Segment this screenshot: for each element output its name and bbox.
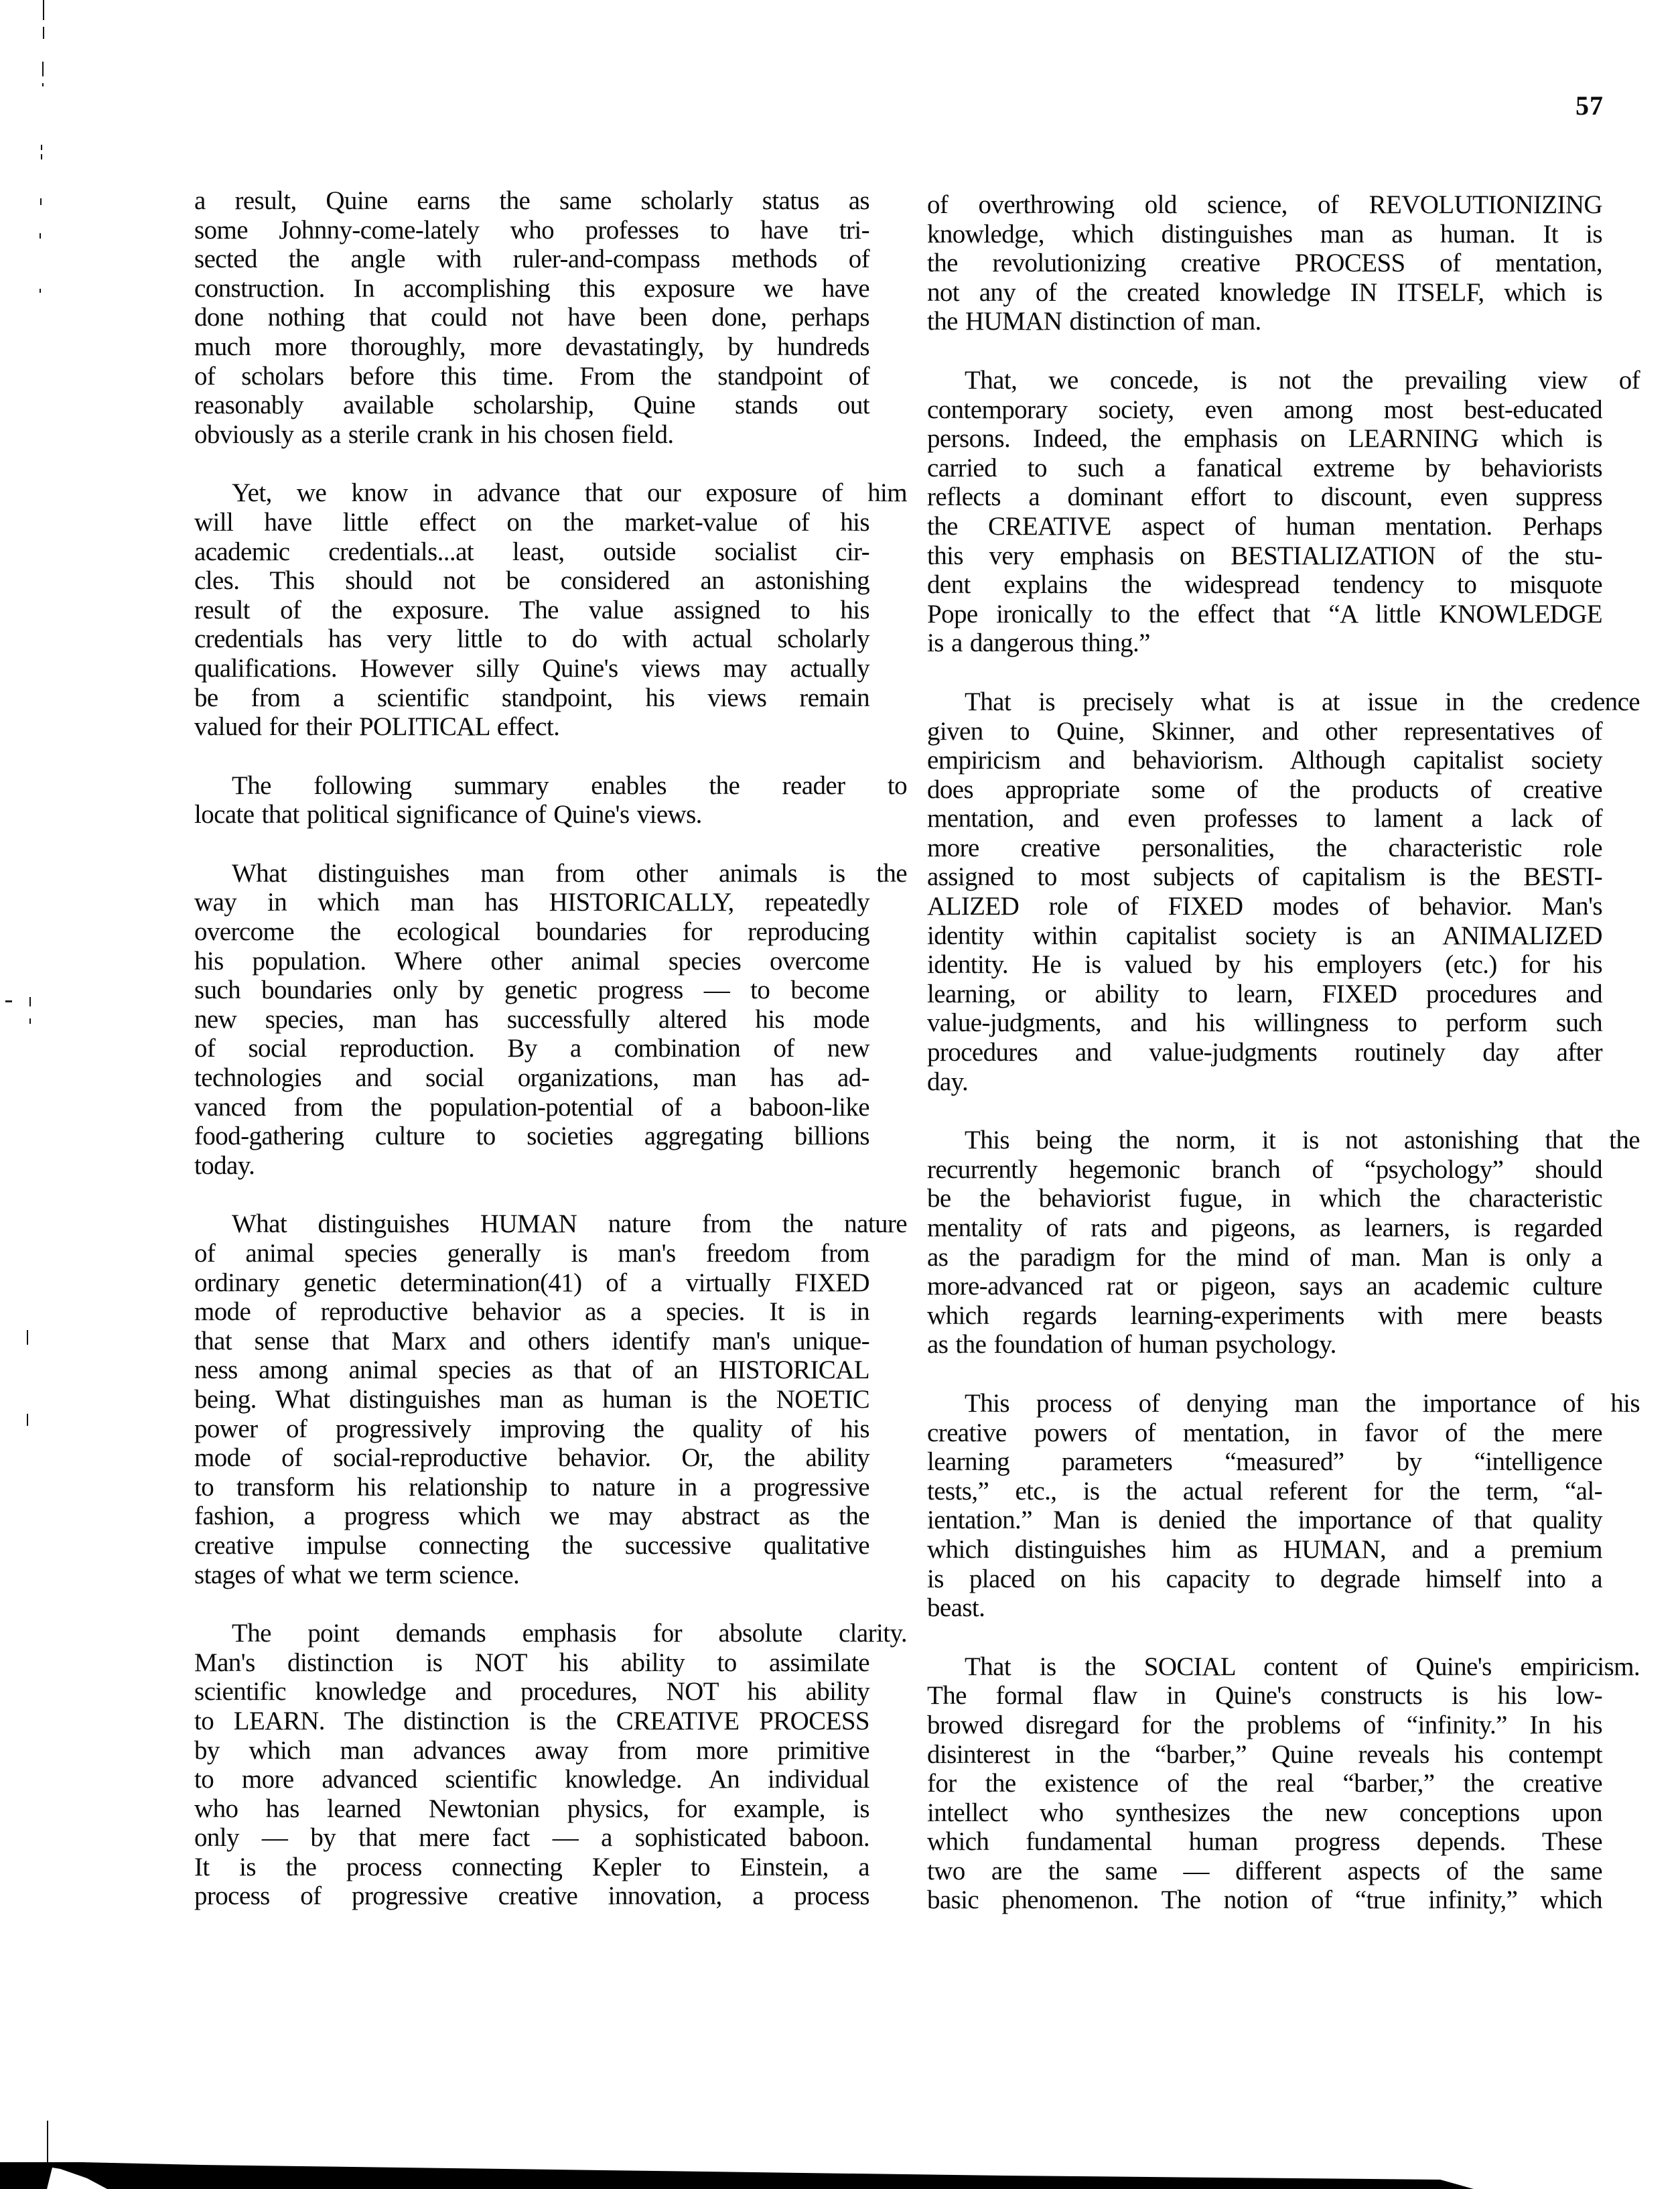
paragraph-spacer [194, 1180, 869, 1209]
text-line: What distinguishes man from other animals is the [232, 858, 907, 888]
text-line: procedures and value-judgments routinely day after [927, 1038, 1602, 1067]
text-line: learning parameters “measured” by “intelligence [927, 1447, 1602, 1477]
text-line: What distinguishes HUMAN nature from the nature [232, 1209, 907, 1239]
text-line: to more advanced scientific knowledge. An individual [194, 1765, 869, 1794]
text-line: That is the SOCIAL content of Quine's empiricism. [965, 1652, 1640, 1681]
text-line: credentials has very little to do with actual scholarly [194, 624, 869, 654]
right-column [927, 190, 1640, 1915]
text-line: much more thoroughly, more devastatingly, by hundreds [194, 332, 869, 361]
scan-artifact-mark [29, 997, 31, 1006]
text-line: more-advanced rat or pigeon, says an academic culture [927, 1272, 1602, 1301]
text-line: who has learned Newtonian physics, for example, is [194, 1794, 869, 1823]
text-line: by which man advances away from more primitive [194, 1735, 869, 1765]
paragraph [194, 1209, 907, 1589]
text-line: more creative personalities, the characteristic role [927, 833, 1602, 862]
text-line: This being the norm, it is not astonishing that the [965, 1126, 1640, 1155]
text-line: day. [927, 1067, 969, 1096]
scan-artifact-mark [41, 154, 42, 159]
text-line: not any of the created knowledge IN ITSELF, which is [927, 277, 1602, 307]
scan-bottom-edge [0, 2162, 1680, 2189]
text-line: technologies and social organizations, man has ad- [194, 1063, 869, 1093]
text-line: as the paradigm for the mind of man. Man is only a [927, 1242, 1602, 1272]
text-line: The formal flaw in Quine's constructs is his low- [927, 1681, 1602, 1711]
text-line: ordinary genetic determination(41) of a virtually FIXED [194, 1268, 869, 1297]
text-line: two are the same — different aspects of the same [927, 1856, 1602, 1885]
text-line: That, we concede, is not the prevailing view of [965, 365, 1640, 395]
text-line: Pope ironically to the effect that “A little KNOWLEDGE [927, 599, 1602, 628]
text-line: dent explains the widespread tendency to misquote [927, 570, 1602, 600]
text-line: browed disregard for the problems of “infinity.” In his [927, 1710, 1602, 1739]
text-line: That is precisely what is at issue in the credence [965, 687, 1640, 716]
scan-artifact-mark [40, 198, 42, 205]
text-line: will have little effect on the market-value of his [194, 507, 869, 537]
paragraph-spacer [927, 1623, 1602, 1652]
paragraph-spacer [927, 1359, 1602, 1389]
paragraph [927, 1126, 1640, 1359]
text-line: the CREATIVE aspect of human mentation. Perhaps [927, 511, 1602, 541]
text-line: academic credentials...at least, outside socialist cir- [194, 537, 869, 566]
left-column [194, 186, 907, 1911]
text-line: tests,” etc., is the actual referent for the term, “al- [927, 1476, 1602, 1506]
text-line: done nothing that could not have been done, perhaps [194, 303, 869, 332]
text-line: which regards learning-experiments with mere beasts [927, 1301, 1602, 1330]
scan-artifact-mark [43, 0, 44, 20]
text-line: some Johnny-come-lately who professes to have tri- [194, 215, 869, 245]
text-line: identity. He is valued by his employers (etc.) for his [927, 950, 1602, 980]
page-number: 57 [1576, 90, 1604, 121]
text-line: contemporary society, even among most best-educated [927, 395, 1602, 424]
text-line: The point demands emphasis for absolute clarity. [232, 1619, 907, 1648]
paragraph [194, 1619, 907, 1911]
text-line: ALIZED role of FIXED modes of behavior. Man's [927, 892, 1602, 921]
text-line: process of progressive creative innovation, a process [194, 1881, 869, 1911]
paragraph-spacer [194, 830, 869, 859]
text-line: basic phenomenon. The notion of “true infinity,” which [927, 1885, 1602, 1915]
text-line: learning, or ability to learn, FIXED procedures and [927, 979, 1602, 1008]
scan-artifact-mark [40, 289, 41, 293]
text-line: knowledge, which distinguishes man as human. It is [927, 219, 1602, 249]
text-line: sected the angle with ruler-and-compass methods of [194, 245, 869, 274]
text-line: such boundaries only by genetic progress — to become [194, 976, 869, 1005]
scan-artifact-tick [5, 1000, 12, 1002]
text-line: empiricism and behaviorism. Although capitalist society [927, 746, 1602, 775]
scan-artifact-mark [42, 83, 44, 86]
text-line: reflects a dominant effort to discount, even suppress [927, 482, 1602, 512]
text-line: construction. In accomplishing this exposure we have [194, 273, 869, 303]
paragraph [927, 365, 1640, 658]
paragraph [194, 186, 869, 449]
text-line: Yet, we know in advance that our exposure of him [232, 478, 907, 508]
text-line: result of the exposure. The value assigned to his [194, 595, 869, 624]
text-line: reasonably available scholarship, Quine stands out [194, 391, 869, 420]
text-line: his population. Where other animal species overcome [194, 946, 869, 976]
text-line: cles. This should not be considered an astonishing [194, 566, 869, 596]
paragraph-spacer [927, 658, 1602, 687]
text-line: be the behaviorist fugue, in which the characteristic [927, 1184, 1602, 1213]
text-line: value-judgments, and his willingness to perform such [927, 1008, 1602, 1038]
text-line: that sense that Marx and others identify man's unique- [194, 1326, 869, 1355]
text-line: beast. [927, 1593, 985, 1623]
text-line: new species, man has successfully altered his mode [194, 1004, 869, 1034]
text-line: carried to such a fanatical extreme by behaviorists [927, 453, 1602, 482]
paragraph-spacer [927, 336, 1602, 366]
text-line: be from a scientific standpoint, his views remain [194, 683, 869, 712]
text-line: mode of social-reproductive behavior. Or, the ability [194, 1443, 869, 1473]
scan-artifact-mark [42, 62, 44, 76]
scan-artifact-mark [27, 1414, 28, 1426]
text-line: overcome the ecological boundaries for reproducing [194, 917, 869, 947]
scan-artifact-mark [41, 145, 42, 150]
text-line: as the foundation of human psychology. [927, 1330, 1336, 1359]
text-line: ness among animal species as that of an HISTORICAL [194, 1355, 869, 1385]
paragraph [927, 190, 1602, 336]
text-line: mode of reproductive behavior as a species. It is in [194, 1297, 869, 1327]
text-line: today. [194, 1150, 255, 1180]
text-line: assigned to most subjects of capitalism is the BESTI- [927, 862, 1602, 892]
text-line: to LEARN. The distinction is the CREATIVE PROCESS [194, 1706, 869, 1735]
text-line: of animal species generally is man's freedom from [194, 1239, 869, 1268]
text-line: identity within capitalist society is an ANIMALIZED [927, 921, 1602, 950]
text-line: way in which man has HISTORICALLY, repeatedly [194, 888, 869, 917]
text-line: power of progressively improving the quality of his [194, 1414, 869, 1443]
paragraph [194, 478, 907, 742]
text-line: It is the process connecting Kepler to Einstein, a [194, 1852, 869, 1881]
scan-artifact-mark [29, 1018, 31, 1024]
text-line: which fundamental human progress depends. These [927, 1827, 1602, 1857]
text-line: a result, Quine earns the same scholarly status as [194, 186, 869, 215]
text-line: This process of denying man the importance of his [965, 1388, 1640, 1418]
scan-artifact-mark [43, 27, 44, 39]
text-line: the HUMAN distinction of man. [927, 307, 1261, 336]
text-line: of overthrowing old science, of REVOLUTIONIZING [927, 190, 1602, 219]
text-line: The following summary enables the reader to [232, 771, 907, 800]
paragraph [194, 858, 907, 1181]
text-line: scientific knowledge and procedures, NOT his ability [194, 1677, 869, 1707]
text-line: disinterest in the “barber,” Quine reveals his contempt [927, 1739, 1602, 1769]
paragraph-spacer [194, 742, 869, 771]
text-line: is a dangerous thing.” [927, 628, 1150, 658]
text-line: mentation, and even professes to lament a lack of [927, 804, 1602, 834]
text-line: persons. Indeed, the emphasis on LEARNING which is [927, 424, 1602, 454]
text-line: qualifications. However silly Quine's views may actually [194, 653, 869, 683]
text-line: food-gathering culture to societies aggregating billions [194, 1122, 869, 1151]
text-line: ientation.” Man is denied the importance of that quality [927, 1506, 1602, 1535]
text-line: of scholars before this time. From the standpoint of [194, 361, 869, 391]
text-line: which distinguishes him as HUMAN, and a premium [927, 1534, 1602, 1564]
text-line: is placed on his capacity to degrade himself into a [927, 1564, 1602, 1593]
paragraph [194, 771, 907, 830]
paragraph-spacer [927, 1096, 1602, 1126]
text-line: for the existence of the real “barber,” the creative [927, 1769, 1602, 1798]
scan-artifact-mark [27, 1330, 28, 1345]
text-line: the revolutionizing creative PROCESS of mentation, [927, 249, 1602, 278]
paragraph-spacer [194, 449, 869, 478]
text-line: only — by that mere fact — a sophisticated baboon. [194, 1823, 869, 1853]
text-line: Man's distinction is NOT his ability to assimilate [194, 1648, 869, 1677]
text-line: stages of what we term science. [194, 1560, 520, 1589]
text-line: recurrently hegemonic branch of “psychology” should [927, 1154, 1602, 1184]
text-line: fashion, a progress which we may abstract as the [194, 1502, 869, 1531]
text-line: to transform his relationship to nature in a progressive [194, 1472, 869, 1502]
text-line: given to Quine, Skinner, and other representatives of [927, 716, 1602, 746]
text-line: creative powers of mentation, in favor of the mere [927, 1418, 1602, 1447]
text-line: being. What distinguishes man as human is the NOETIC [194, 1384, 869, 1414]
paragraph [927, 1652, 1640, 1915]
text-line: creative impulse connecting the successive qualitative [194, 1530, 869, 1560]
paragraph [927, 687, 1640, 1096]
text-line: of social reproduction. By a combination of new [194, 1034, 869, 1063]
text-line: does appropriate some of the products of creative [927, 775, 1602, 804]
text-line: vanced from the population-potential of a baboon-like [194, 1092, 869, 1122]
text-line: intellect who synthesizes the new conceptions upon [927, 1798, 1602, 1827]
paragraph-spacer [194, 1589, 869, 1619]
text-line: this very emphasis on BESTIALIZATION of the stu- [927, 541, 1602, 570]
text-line: mentality of rats and pigeons, as learners, is regarded [927, 1213, 1602, 1242]
paragraph [927, 1388, 1640, 1623]
text-line: locate that political significance of Quine's views. [194, 800, 702, 830]
scan-artifact-mark [40, 233, 41, 239]
text-line: valued for their POLITICAL effect. [194, 712, 560, 742]
text-line: obviously as a sterile crank in his chosen field. [194, 419, 674, 449]
